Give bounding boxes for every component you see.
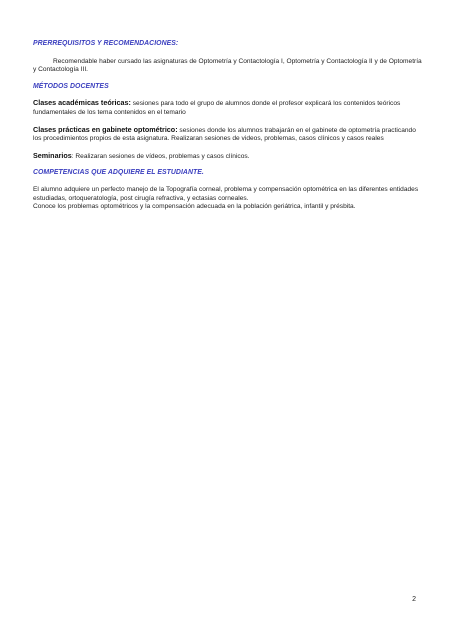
- seminars-label: Seminarios: [33, 150, 72, 160]
- competences-line-1: El alumno adquiere un perfecto manejo de la Topografía corneal, problema y compensación optométrica en las diferentes entidades estudiadas, ortoqueratología, post cirugía refractiva, y ectasias corneales.: [33, 185, 419, 202]
- practice-text: sesiones donde los alumnos trabajarán en el gabinete de optometría practicando los procedimientos propios de esta asignatura. Realizaran sesiones de videos, problemas, casos clínicos y casos reales: [33, 126, 416, 143]
- theory-paragraph: [33, 99, 423, 117]
- prerequisites-heading: PRERREQUISITOS Y RECOMENDACIONES:: [33, 40, 179, 47]
- page-number: 2: [412, 596, 416, 603]
- page-content: [33, 40, 423, 212]
- practice-paragraph: [33, 126, 423, 144]
- theory-label: Clases académicas teóricas:: [33, 98, 131, 108]
- competences-heading: COMPETENCIAS QUE ADQUIERE EL ESTUDIANTE.: [33, 169, 204, 177]
- theory-text: sesiones para todo el grupo de alumnos donde el profesor explicará los contenidos teóricos fundamentales de los tema contenidos en el temario: [33, 100, 401, 116]
- competences-line-2: Conoce los problemas optométricos y la compensación adecuada en la población geriátrica, infantil y présbita.: [33, 203, 356, 211]
- prerequisites-text: Recomendable haber cursado las asignaturas de Optometría y Contactología I, Optometría y Contactología II y de Optometría y Contactología III.: [33, 57, 422, 74]
- seminars-paragraph: [33, 152, 423, 162]
- practice-label: Clases prácticas en gabinete optométrico:: [33, 124, 178, 134]
- methods-heading: MÉTODOS DOCENTES: [33, 82, 109, 90]
- seminars-text: : Realizaran sesiones de vídeos, problemas y casos clínicos.: [71, 152, 250, 160]
